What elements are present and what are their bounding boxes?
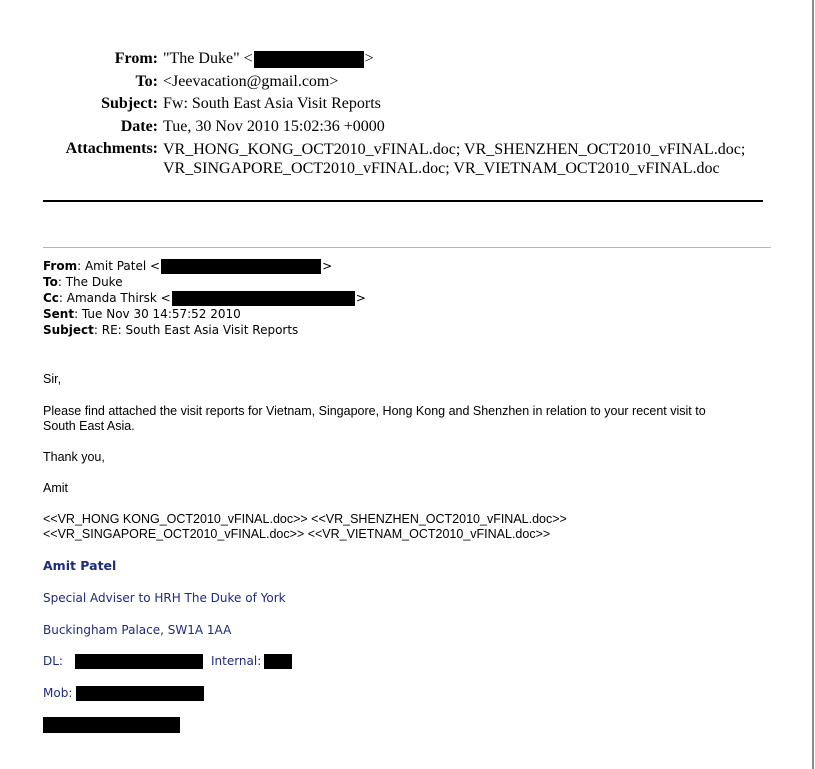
outer-from-value [158,48,790,71]
signature-title: Special Adviser to HRH The Duke of York [43,591,286,605]
fwd-sent-value: : Tue Nov 30 14:57:52 2010 [74,307,241,321]
outer-to-value: <Jeevacation@gmail.com> [163,72,339,90]
outer-attachments-line: VR_SINGAPORE_OCT2010_vFINAL.doc; VR_VIETNAM_OCT2010_vFINAL.doc [163,160,720,177]
outer-from-close: > [364,50,374,67]
outer-from-row [0,48,790,71]
outer-subject-value: Fw: South East Asia Visit Reports [163,95,381,112]
body-paragraph-line: Please find attached the visit reports for Vietnam, Singapore, Hong Kong and Shenzhen in relation to your recent visit to [43,404,706,418]
header-divider [43,200,763,202]
signature-name: Amit Patel [43,558,117,573]
fwd-cc-label: Cc [43,291,59,305]
fwd-from-label: From [43,259,78,273]
fwd-to-label: To [43,275,58,289]
outer-attachments-line: VR_HONG_KONG_OCT2010_vFINAL.doc; VR_SHENZHEN_OCT2010_vFINAL.doc; [163,141,746,158]
redaction-block [172,291,355,306]
fwd-from-value: : Amit Patel < [77,259,161,273]
mob-label: Mob: [43,686,73,700]
outer-to-label: To: [135,72,158,90]
outer-date-row [0,116,790,139]
body-attachments [43,512,773,542]
signature-dl-row [43,653,292,669]
sign-off: Amit [43,481,68,495]
fwd-from-close: > [322,259,333,273]
fwd-subject-value: : RE: South East Asia Visit Reports [93,323,299,337]
fwd-from-row [43,258,773,274]
signature-address: Buckingham Palace, SW1A 1AA [43,623,232,637]
dl-label: DL: [43,654,63,668]
fwd-to-row [43,274,773,290]
body-attachments-line: <<VR_HONG KONG_OCT2010_vFINAL.doc>> <<VR_SHENZHEN_OCT2010_vFINAL.doc>> [43,512,567,526]
outer-from-label: From: [114,50,158,67]
outer-attachments-label: Attachments: [65,140,158,157]
body-attachments-line: <<VR_SINGAPORE_OCT2010_vFINAL.doc>> <<VR_VIETNAM_OCT2010_vFINAL.doc>> [43,527,551,541]
body-paragraph-line: South East Asia. [43,419,135,433]
outer-date-value: Tue, 30 Nov 2010 15:02:36 +0000 [163,117,385,135]
redaction-block [254,51,364,68]
thanks-line: Thank you, [43,450,105,464]
internal-label: Internal: [210,654,262,668]
outer-to-row [0,71,790,94]
body-paragraph [43,404,773,434]
outer-subject-row [0,93,790,116]
outer-from-name: "The Duke" < [163,50,253,67]
outer-attachments-value [158,138,790,178]
redaction-block [75,654,203,669]
fwd-sent-row [43,306,773,322]
greeting: Sir, [43,372,62,386]
redaction-block [161,259,321,274]
fwd-to-value: : The Duke [57,275,123,289]
fwd-subject-row [43,322,773,338]
redaction-block [43,717,180,733]
fwd-subject-label: Subject [43,323,94,337]
outer-attachments-row [0,138,790,178]
redaction-block [264,654,292,669]
outer-email-header [0,48,790,178]
fwd-sent-label: Sent [43,307,75,321]
fwd-cc-close: > [355,291,366,305]
fwd-cc-row [43,290,773,306]
page-edge-rule [812,0,814,769]
forward-divider [43,247,771,248]
fwd-cc-value: : Amanda Thirsk < [58,291,171,305]
redaction-block [76,686,204,701]
signature-mob-row [43,685,204,701]
forwarded-header [43,258,773,338]
outer-subject-label: Subject: [101,95,158,112]
outer-date-label: Date: [120,117,158,135]
